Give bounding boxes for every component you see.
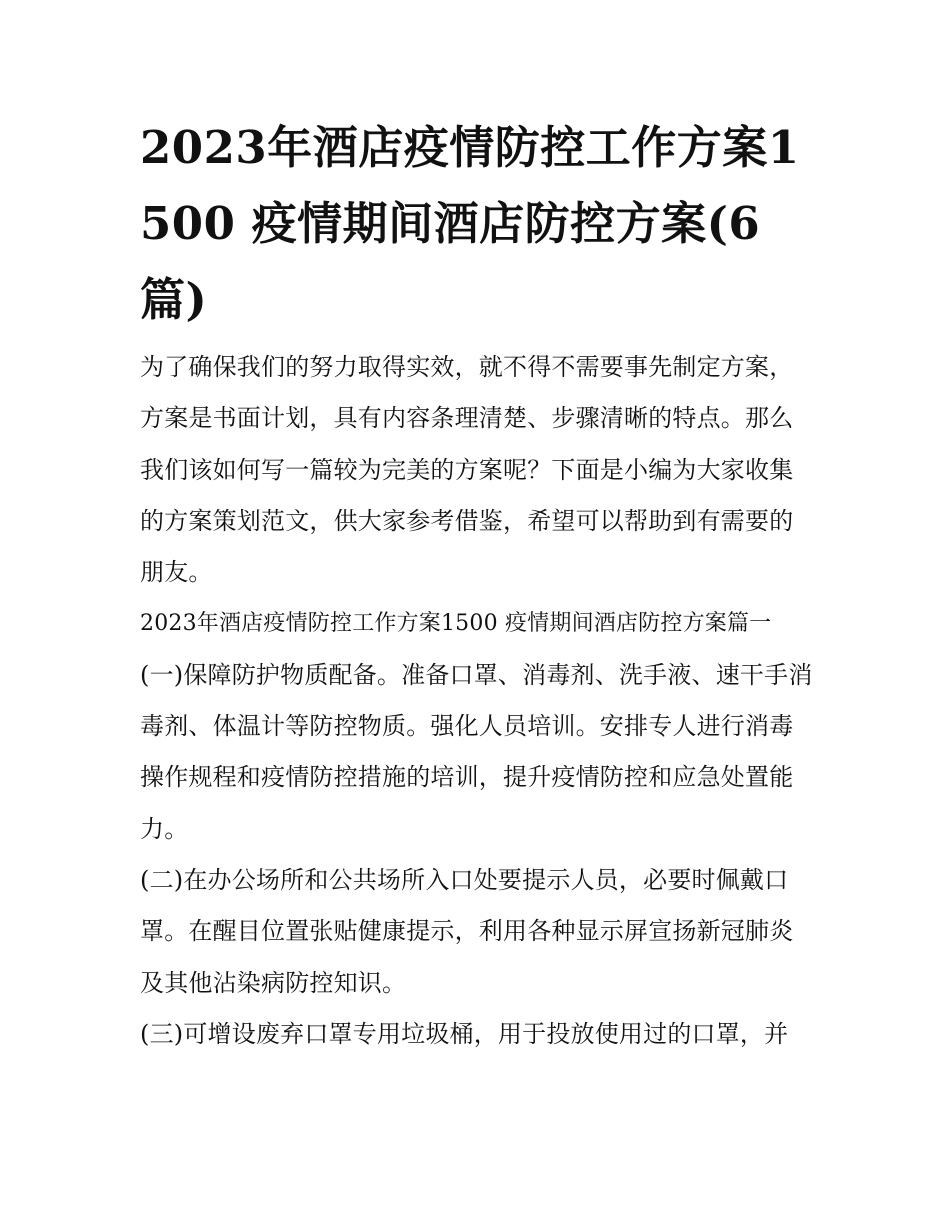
intro-paragraph: 为了确保我们的努力取得实效，就不得不需要事先制定方案，方案是书面计划，具有内容条理清楚、步骤清晰的特点。那么我们该如何写一篇较为完美的方案呢？下面是小编为大家收集的方案策划范文，供大家参考借鉴，希望可以帮助到有需要的朋友。 xyxy=(140,353,794,587)
body-paragraph-3: (三)可增设废弃口罩专用垃圾桶，用于投放使用过的口罩，并 xyxy=(140,1019,789,1048)
document-body xyxy=(140,110,815,1060)
document-title: 2023年酒店疫情防控工作方案1500 疫情期间酒店防控方案(6篇) xyxy=(140,121,800,326)
body-paragraph-2: (二)在办公场所和公共场所入口处要提示人员，必要时佩戴口罩。在醒目位置张贴健康提示，利用各种显示屏宣扬新冠肺炎及其他沾染病防控知识。 xyxy=(140,865,794,997)
body-paragraph-1: (一)保障防护物质配备。准备口罩、消毒剂、洗手液、速干手消毒剂、体温计等防控物质。强化人员培训。安排专人进行消毒操作规程和疫情防控措施的培训，提升疫情防控和应急处置能力。 xyxy=(140,660,813,843)
section-heading: 2023年酒店疫情防控工作方案1500 疫情期间酒店防控方案篇一 xyxy=(140,611,772,637)
